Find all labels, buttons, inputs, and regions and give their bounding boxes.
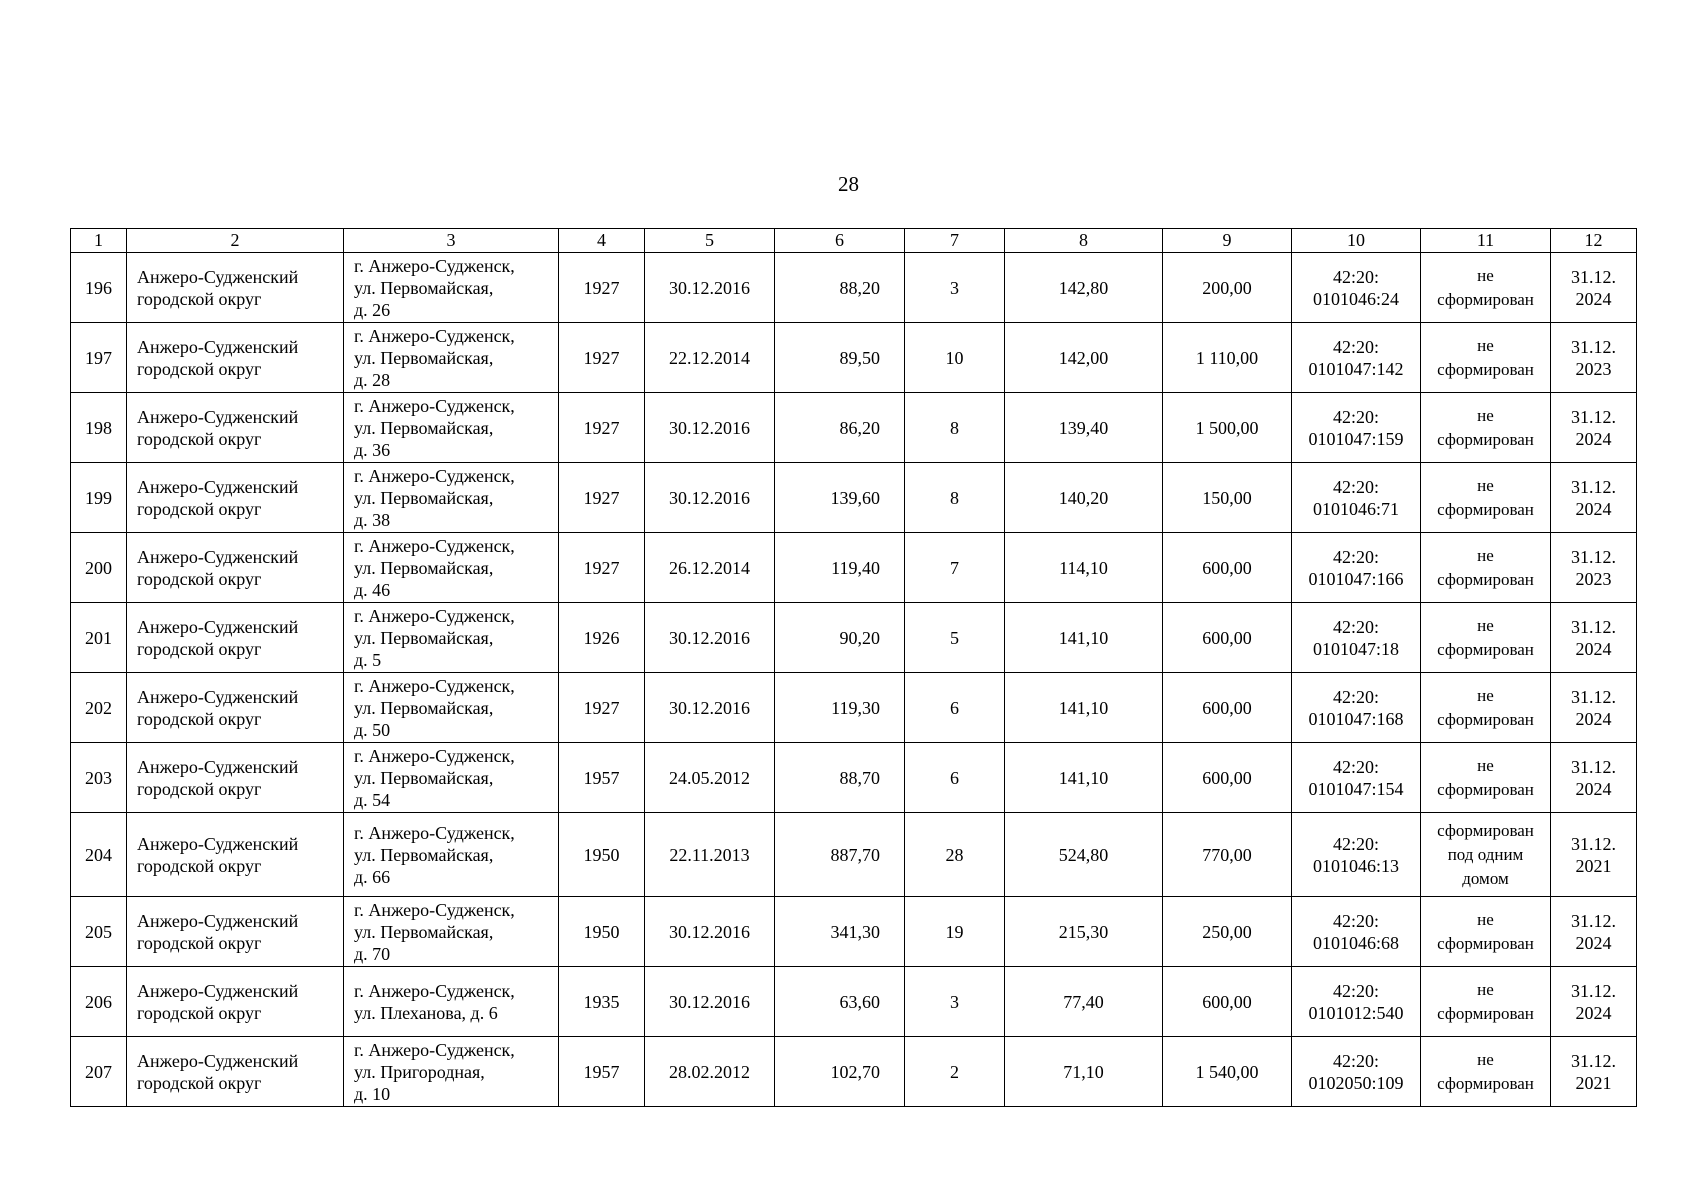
address-cell: г. Анжеро-Судженск, ул. Первомайская, д. 46	[344, 533, 559, 603]
count-cell: 6	[905, 673, 1005, 743]
date-cell: 22.12.2014	[645, 323, 775, 393]
date-cell: 22.11.2013	[645, 813, 775, 897]
count-cell: 8	[905, 393, 1005, 463]
land-status-cell: не сформирован	[1421, 393, 1551, 463]
deadline-date-cell: 31.12. 2023	[1551, 323, 1637, 393]
deadline-date-cell: 31.12. 2024	[1551, 897, 1637, 967]
address-cell: г. Анжеро-Судженск, ул. Первомайская, д. 50	[344, 673, 559, 743]
table-row	[71, 967, 1637, 1037]
table-row	[71, 323, 1637, 393]
land-area-cell: 1 500,00	[1163, 393, 1292, 463]
row-number-cell: 200	[71, 533, 127, 603]
cadastral-number-cell: 42:20: 0101047:159	[1292, 393, 1421, 463]
count-cell: 28	[905, 813, 1005, 897]
area-2-cell: 524,80	[1005, 813, 1163, 897]
municipality-cell: Анжеро-Судженский городской округ	[127, 897, 344, 967]
land-area-cell: 200,00	[1163, 253, 1292, 323]
deadline-date-cell: 31.12. 2021	[1551, 1037, 1637, 1107]
row-number-cell: 205	[71, 897, 127, 967]
table-row	[71, 673, 1637, 743]
year-built-cell: 1950	[559, 897, 645, 967]
row-number-cell: 206	[71, 967, 127, 1037]
address-cell: г. Анжеро-Судженск, ул. Первомайская, д. 38	[344, 463, 559, 533]
year-built-cell: 1935	[559, 967, 645, 1037]
table-row	[71, 533, 1637, 603]
date-cell: 26.12.2014	[645, 533, 775, 603]
area-cell: 90,20	[775, 603, 905, 673]
row-number-cell: 202	[71, 673, 127, 743]
cadastral-number-cell: 42:20: 0101046:71	[1292, 463, 1421, 533]
address-cell: г. Анжеро-Судженск, ул. Первомайская, д. 66	[344, 813, 559, 897]
land-status-cell: не сформирован	[1421, 897, 1551, 967]
deadline-date-cell: 31.12. 2024	[1551, 743, 1637, 813]
table-row	[71, 603, 1637, 673]
cadastral-number-cell: 42:20: 0101046:68	[1292, 897, 1421, 967]
date-cell: 30.12.2016	[645, 253, 775, 323]
count-cell: 19	[905, 897, 1005, 967]
cadastral-number-cell: 42:20: 0101046:24	[1292, 253, 1421, 323]
land-area-cell: 1 540,00	[1163, 1037, 1292, 1107]
land-status-cell: не сформирован	[1421, 967, 1551, 1037]
deadline-date-cell: 31.12. 2024	[1551, 253, 1637, 323]
deadline-date-cell: 31.12. 2024	[1551, 603, 1637, 673]
area-cell: 119,30	[775, 673, 905, 743]
area-cell: 139,60	[775, 463, 905, 533]
column-header: 3	[344, 229, 559, 253]
row-number-cell: 199	[71, 463, 127, 533]
area-cell: 119,40	[775, 533, 905, 603]
cadastral-number-cell: 42:20: 0101047:154	[1292, 743, 1421, 813]
area-cell: 63,60	[775, 967, 905, 1037]
address-cell: г. Анжеро-Судженск, ул. Первомайская, д. 54	[344, 743, 559, 813]
land-status-cell: не сформирован	[1421, 253, 1551, 323]
count-cell: 2	[905, 1037, 1005, 1107]
date-cell: 30.12.2016	[645, 463, 775, 533]
column-header: 11	[1421, 229, 1551, 253]
land-area-cell: 600,00	[1163, 603, 1292, 673]
date-cell: 30.12.2016	[645, 673, 775, 743]
address-cell: г. Анжеро-Судженск, ул. Плеханова, д. 6	[344, 967, 559, 1037]
date-cell: 30.12.2016	[645, 393, 775, 463]
column-header: 9	[1163, 229, 1292, 253]
address-cell: г. Анжеро-Судженск, ул. Первомайская, д. 5	[344, 603, 559, 673]
year-built-cell: 1926	[559, 603, 645, 673]
row-number-cell: 207	[71, 1037, 127, 1107]
land-area-cell: 1 110,00	[1163, 323, 1292, 393]
table-row	[71, 1037, 1637, 1107]
municipality-cell: Анжеро-Судженский городской округ	[127, 743, 344, 813]
area-2-cell: 215,30	[1005, 897, 1163, 967]
municipality-cell: Анжеро-Судженский городской округ	[127, 603, 344, 673]
year-built-cell: 1927	[559, 533, 645, 603]
count-cell: 3	[905, 253, 1005, 323]
table-row	[71, 393, 1637, 463]
table-row	[71, 743, 1637, 813]
row-number-cell: 196	[71, 253, 127, 323]
area-cell: 88,20	[775, 253, 905, 323]
cadastral-number-cell: 42:20: 0101046:13	[1292, 813, 1421, 897]
address-cell: г. Анжеро-Судженск, ул. Первомайская, д. 26	[344, 253, 559, 323]
municipality-cell: Анжеро-Судженский городской округ	[127, 323, 344, 393]
area-cell: 88,70	[775, 743, 905, 813]
municipality-cell: Анжеро-Судженский городской округ	[127, 393, 344, 463]
area-2-cell: 114,10	[1005, 533, 1163, 603]
column-header: 6	[775, 229, 905, 253]
address-cell: г. Анжеро-Судженск, ул. Пригородная, д. 10	[344, 1037, 559, 1107]
year-built-cell: 1927	[559, 463, 645, 533]
area-2-cell: 141,10	[1005, 743, 1163, 813]
area-2-cell: 139,40	[1005, 393, 1163, 463]
date-cell: 30.12.2016	[645, 603, 775, 673]
cadastral-number-cell: 42:20: 0102050:109	[1292, 1037, 1421, 1107]
count-cell: 10	[905, 323, 1005, 393]
municipality-cell: Анжеро-Судженский городской округ	[127, 1037, 344, 1107]
land-status-cell: не сформирован	[1421, 603, 1551, 673]
cadastral-number-cell: 42:20: 0101047:142	[1292, 323, 1421, 393]
date-cell: 30.12.2016	[645, 897, 775, 967]
year-built-cell: 1950	[559, 813, 645, 897]
land-status-cell: не сформирован	[1421, 323, 1551, 393]
land-status-cell: не сформирован	[1421, 463, 1551, 533]
row-number-cell: 201	[71, 603, 127, 673]
area-2-cell: 140,20	[1005, 463, 1163, 533]
page-number: 28	[838, 172, 859, 196]
date-cell: 30.12.2016	[645, 967, 775, 1037]
area-2-cell: 71,10	[1005, 1037, 1163, 1107]
municipality-cell: Анжеро-Судженский городской округ	[127, 533, 344, 603]
area-2-cell: 141,10	[1005, 673, 1163, 743]
count-cell: 8	[905, 463, 1005, 533]
land-status-cell: не сформирован	[1421, 533, 1551, 603]
municipality-cell: Анжеро-Судженский городской округ	[127, 463, 344, 533]
column-header: 1	[71, 229, 127, 253]
row-number-cell: 204	[71, 813, 127, 897]
row-number-cell: 198	[71, 393, 127, 463]
municipality-cell: Анжеро-Судженский городской округ	[127, 673, 344, 743]
area-cell: 887,70	[775, 813, 905, 897]
cadastral-number-cell: 42:20: 0101047:166	[1292, 533, 1421, 603]
area-cell: 102,70	[775, 1037, 905, 1107]
column-header: 4	[559, 229, 645, 253]
cadastral-number-cell: 42:20: 0101047:18	[1292, 603, 1421, 673]
column-header: 7	[905, 229, 1005, 253]
cadastral-number-cell: 42:20: 0101012:540	[1292, 967, 1421, 1037]
year-built-cell: 1927	[559, 323, 645, 393]
land-status-cell: не сформирован	[1421, 743, 1551, 813]
address-cell: г. Анжеро-Судженск, ул. Первомайская, д. 36	[344, 393, 559, 463]
column-header: 10	[1292, 229, 1421, 253]
land-area-cell: 150,00	[1163, 463, 1292, 533]
land-area-cell: 600,00	[1163, 533, 1292, 603]
land-area-cell: 600,00	[1163, 743, 1292, 813]
registry-table	[70, 228, 1637, 1107]
count-cell: 3	[905, 967, 1005, 1037]
address-cell: г. Анжеро-Судженск, ул. Первомайская, д. 28	[344, 323, 559, 393]
municipality-cell: Анжеро-Судженский городской округ	[127, 967, 344, 1037]
date-cell: 24.05.2012	[645, 743, 775, 813]
land-area-cell: 600,00	[1163, 967, 1292, 1037]
header-row	[71, 229, 1637, 253]
year-built-cell: 1957	[559, 1037, 645, 1107]
year-built-cell: 1927	[559, 253, 645, 323]
deadline-date-cell: 31.12. 2024	[1551, 393, 1637, 463]
count-cell: 7	[905, 533, 1005, 603]
table-body	[71, 253, 1637, 1107]
area-2-cell: 77,40	[1005, 967, 1163, 1037]
deadline-date-cell: 31.12. 2024	[1551, 463, 1637, 533]
deadline-date-cell: 31.12. 2023	[1551, 533, 1637, 603]
column-header: 12	[1551, 229, 1637, 253]
area-2-cell: 142,80	[1005, 253, 1163, 323]
deadline-date-cell: 31.12. 2021	[1551, 813, 1637, 897]
land-status-cell: не сформирован	[1421, 673, 1551, 743]
column-header: 5	[645, 229, 775, 253]
land-status-cell: сформирован под одним домом	[1421, 813, 1551, 897]
year-built-cell: 1927	[559, 393, 645, 463]
land-status-cell: не сформирован	[1421, 1037, 1551, 1107]
table-row	[71, 897, 1637, 967]
row-number-cell: 203	[71, 743, 127, 813]
area-2-cell: 142,00	[1005, 323, 1163, 393]
table-row	[71, 813, 1637, 897]
municipality-cell: Анжеро-Судженский городской округ	[127, 813, 344, 897]
area-cell: 89,50	[775, 323, 905, 393]
land-area-cell: 600,00	[1163, 673, 1292, 743]
area-cell: 341,30	[775, 897, 905, 967]
land-area-cell: 770,00	[1163, 813, 1292, 897]
area-cell: 86,20	[775, 393, 905, 463]
table-row	[71, 253, 1637, 323]
row-number-cell: 197	[71, 323, 127, 393]
column-header: 8	[1005, 229, 1163, 253]
address-cell: г. Анжеро-Судженск, ул. Первомайская, д. 70	[344, 897, 559, 967]
deadline-date-cell: 31.12. 2024	[1551, 967, 1637, 1037]
cadastral-number-cell: 42:20: 0101047:168	[1292, 673, 1421, 743]
column-header: 2	[127, 229, 344, 253]
land-area-cell: 250,00	[1163, 897, 1292, 967]
municipality-cell: Анжеро-Судженский городской округ	[127, 253, 344, 323]
area-2-cell: 141,10	[1005, 603, 1163, 673]
date-cell: 28.02.2012	[645, 1037, 775, 1107]
count-cell: 6	[905, 743, 1005, 813]
table-row	[71, 463, 1637, 533]
count-cell: 5	[905, 603, 1005, 673]
year-built-cell: 1927	[559, 673, 645, 743]
year-built-cell: 1957	[559, 743, 645, 813]
deadline-date-cell: 31.12. 2024	[1551, 673, 1637, 743]
